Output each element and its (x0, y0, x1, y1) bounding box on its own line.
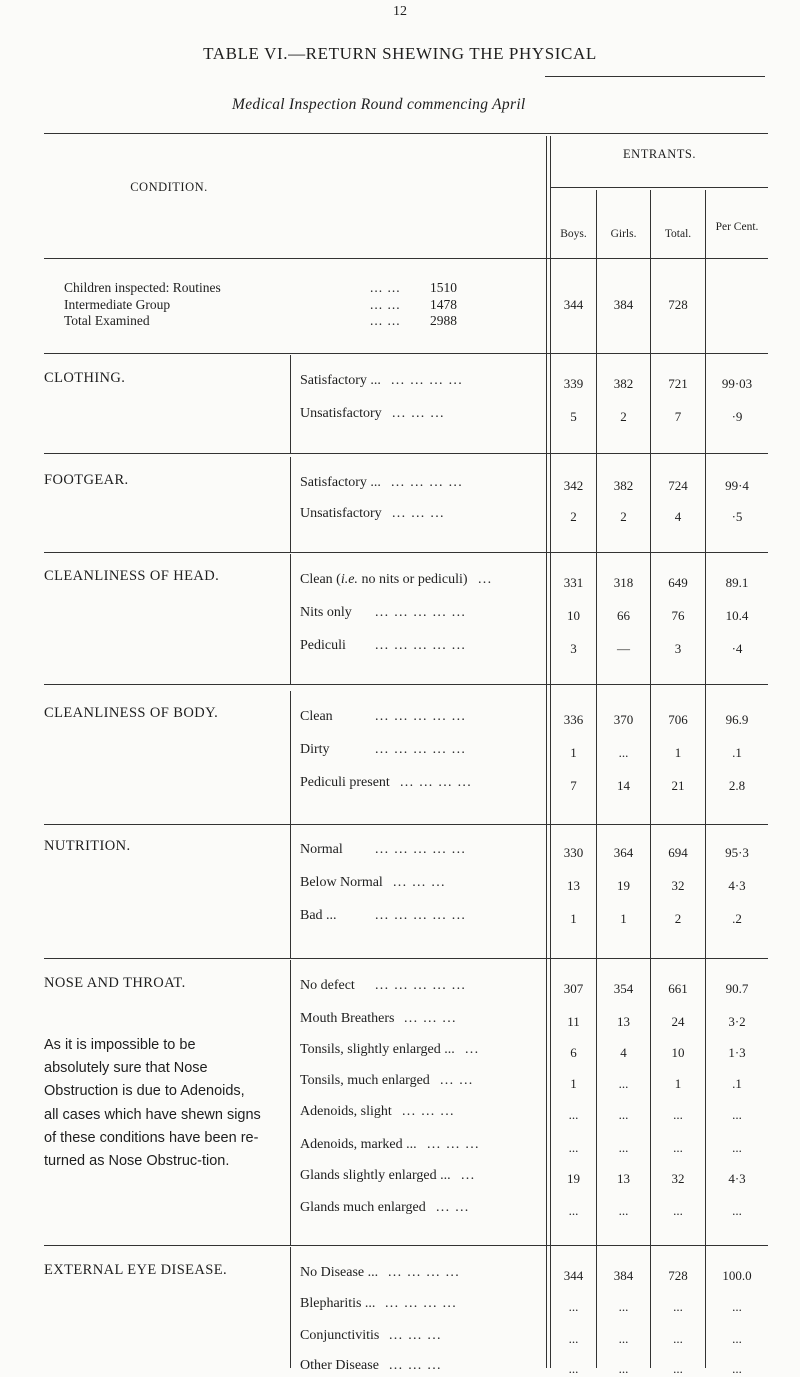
row-value-boys: 344 (563, 1268, 584, 1283)
row-value-boys: 2 (570, 509, 577, 524)
row-value-percent: 100.0 (722, 1268, 752, 1283)
row-value-total: 649 (668, 575, 688, 590)
row-value-girls: ... (618, 1331, 629, 1346)
row-value-total: 2 (674, 911, 682, 926)
inspected-value: 1510 (430, 280, 457, 295)
row-dots: ... ... ... ... (385, 1296, 457, 1311)
row-value-girls: 4 (620, 1045, 627, 1060)
row-dots: ... ... ... (389, 1328, 442, 1343)
row-value-percent: .1 (732, 745, 742, 760)
row-value-percent: 99·03 (721, 376, 753, 391)
entrants-header: ENTRANTS. (623, 147, 696, 161)
inspected-label: Children inspected: Routines (64, 280, 221, 295)
row-dots: ... (478, 572, 493, 587)
row-value-percent: ·5 (731, 509, 743, 524)
column-header-girls: Girls. (610, 228, 637, 240)
condition-divider (290, 824, 291, 958)
row-value-girls: ... (618, 1299, 629, 1314)
row-value-total: 721 (668, 376, 688, 391)
row-value-percent: 3·2 (728, 1014, 746, 1029)
row-dots: ... ... ... (427, 1137, 480, 1152)
row-dots: ... ... ... (402, 1104, 455, 1119)
row-dots: ... ... (436, 1200, 470, 1215)
section-rule (44, 824, 768, 825)
row-value-total: ... (673, 1107, 683, 1122)
row-value-girls: 382 (613, 478, 634, 493)
row-dots: ... ... ... (404, 1011, 457, 1026)
row-label: Pediculi present (300, 775, 390, 790)
section-rule (44, 353, 768, 354)
row-label: Tonsils, slightly enlarged ... (300, 1042, 455, 1057)
row-value-girls: 382 (613, 376, 634, 391)
condition-divider (290, 457, 291, 552)
row-dots: ... (461, 1168, 476, 1183)
table-top-rule (44, 133, 768, 134)
column-divider-main (546, 136, 547, 1368)
row-label: Adenoids, slight (300, 1104, 392, 1119)
row-value-percent: 2.8 (728, 778, 746, 793)
row-value-girls: 2 (620, 509, 627, 524)
column-header-percent: Per Cent. (715, 221, 759, 233)
row-value-total: ... (673, 1299, 683, 1314)
row-value-percent: ... (732, 1203, 742, 1218)
row-value-total: 24 (671, 1014, 685, 1029)
row-value-boys: 13 (567, 878, 580, 893)
condition-divider (290, 691, 291, 824)
row-value-boys: 11 (567, 1014, 580, 1029)
row-label: Glands slightly enlarged ... (300, 1168, 451, 1183)
row-value-boys: 1 (570, 911, 577, 926)
row-value-girls: 13 (617, 1171, 630, 1186)
row-value-boys: 7 (570, 778, 577, 793)
row-value-boys: 339 (563, 376, 584, 391)
row-label: Below Normal (300, 875, 383, 890)
row-label: Conjunctivitis (300, 1328, 380, 1343)
row-value-boys: 1 (570, 1076, 577, 1091)
row-label: Other Disease (300, 1358, 379, 1373)
row-value-total: 7 (674, 409, 682, 424)
row-value-percent: 4·3 (728, 878, 746, 893)
row-value-girls: 14 (617, 778, 630, 793)
row-value-girls: ... (618, 1107, 629, 1122)
row-value-percent: ... (732, 1140, 742, 1155)
row-dots: ... ... ... ... (400, 775, 472, 790)
row-dots: ... ... ... ... ... (375, 842, 467, 857)
row-dots: ... ... ... ... ... (375, 638, 467, 653)
row-value-total: ... (673, 1203, 683, 1218)
category-label: CLEANLINESS OF BODY. (44, 705, 219, 721)
row-value-girls: 19 (617, 878, 630, 893)
inspected-value-boys: 344 (563, 297, 584, 312)
row-value-girls: 354 (613, 981, 634, 996)
row-value-girls: 384 (613, 1268, 634, 1283)
row-label: Nits only (300, 605, 352, 620)
row-value-percent: 96.9 (725, 712, 749, 727)
row-value-percent: .1 (732, 1076, 742, 1091)
row-dots: ... ... ... ... ... (375, 908, 467, 923)
row-value-girls: 318 (613, 575, 634, 590)
row-value-boys: ... (568, 1203, 579, 1218)
inspected-value: 1478 (430, 296, 457, 312)
row-label: Bad ... (300, 908, 337, 923)
row-value-boys: 342 (563, 478, 584, 493)
row-value-percent: 10.4 (725, 608, 749, 623)
inspected-dots: ... ... (370, 296, 401, 312)
section-rule (44, 684, 768, 685)
row-label: Satisfactory ... (300, 373, 381, 388)
row-value-boys: ... (568, 1331, 579, 1346)
row-value-girls: ... (618, 1361, 629, 1376)
row-label: Unsatisfactory (300, 506, 382, 521)
row-value-total: ... (673, 1140, 683, 1155)
row-dots: ... ... ... ... ... (375, 742, 467, 757)
row-value-percent: 1·3 (728, 1045, 746, 1060)
row-value-percent: ... (732, 1299, 742, 1314)
row-value-girls: 364 (613, 845, 634, 860)
row-value-girls: 1 (620, 911, 627, 926)
row-label: Unsatisfactory (300, 406, 382, 421)
category-label: CLOTHING. (44, 370, 126, 386)
row-dots: ... ... ... ... ... (375, 978, 467, 993)
row-value-percent: 89.1 (725, 575, 749, 590)
table-title: TABLE VI.—RETURN SHEWING THE PHYSICAL (203, 44, 597, 63)
row-value-total: 10 (671, 1045, 685, 1060)
row-value-percent: 4·3 (728, 1171, 746, 1186)
category-label: EXTERNAL EYE DISEASE. (44, 1262, 228, 1278)
row-dots: ... (465, 1042, 480, 1057)
row-dots: ... ... ... ... ... (375, 709, 467, 724)
inspected-label: Total Examined (64, 313, 150, 328)
row-value-girls: 66 (617, 608, 630, 623)
page-number: 12 (393, 4, 407, 19)
row-value-boys: ... (568, 1361, 579, 1376)
row-value-percent: ·4 (731, 641, 743, 656)
row-value-girls: ... (618, 1203, 629, 1218)
row-value-boys: 331 (563, 575, 584, 590)
row-value-total: 694 (668, 845, 688, 860)
condition-divider (290, 355, 291, 453)
row-value-percent: 90.7 (725, 981, 749, 996)
row-dots: ... ... ... (392, 506, 445, 521)
row-value-total: 32 (671, 878, 685, 893)
section-note: As it is impossible to be absolutely sure that Nose Obstruction is due to Adenoids, all cases which have shewn signs of these conditions have been re-turned as Nose Obstruc-tion. (44, 1037, 261, 1170)
row-value-girls: ... (618, 1076, 629, 1091)
row-value-total: ... (673, 1331, 683, 1346)
row-dots: ... ... ... ... (388, 1265, 460, 1280)
row-label: Satisfactory ... (300, 475, 381, 490)
row-label: No Disease ... (300, 1265, 379, 1280)
row-value-total: 3 (674, 641, 682, 656)
row-value-total: 706 (668, 712, 688, 727)
title-rule (545, 76, 765, 77)
row-value-girls: ... (618, 1140, 629, 1155)
row-value-total: 1 (674, 1076, 682, 1091)
row-dots: ... ... ... (389, 1358, 442, 1373)
row-value-total: 76 (671, 608, 685, 623)
category-label: CLEANLINESS OF HEAD. (44, 568, 220, 584)
section-rule (44, 1245, 768, 1246)
row-value-percent: 99·4 (725, 478, 749, 493)
row-label: Mouth Breathers (300, 1011, 395, 1026)
entrants-rule (550, 187, 768, 188)
category-label: NUTRITION. (44, 838, 131, 854)
row-value-total: 724 (668, 478, 688, 493)
row-value-total: 661 (668, 981, 688, 996)
row-value-total: 728 (668, 1268, 688, 1283)
row-label: Normal (300, 842, 343, 857)
row-dots: ... ... ... ... ... (375, 605, 467, 620)
row-value-total: 1 (674, 745, 682, 760)
row-label: Adenoids, marked ... (300, 1137, 417, 1152)
condition-divider (290, 554, 291, 684)
row-value-boys: 6 (570, 1045, 577, 1060)
row-label: Clean (300, 709, 333, 724)
column-header-total: Total. (664, 228, 692, 240)
section-rule (44, 453, 768, 454)
header-bottom-rule (44, 258, 768, 259)
row-value-total: 21 (671, 778, 685, 793)
row-value-boys: 19 (567, 1171, 580, 1186)
row-dots: ... ... (440, 1073, 474, 1088)
row-value-boys: 10 (567, 608, 580, 623)
row-value-boys: 5 (570, 409, 577, 424)
inspected-value: 2988 (430, 313, 457, 328)
row-value-boys: 336 (563, 712, 584, 727)
row-label: Dirty (300, 742, 330, 757)
row-value-boys: 3 (570, 641, 577, 656)
row-dots: ... ... ... ... (391, 475, 463, 490)
row-value-girls: — (617, 641, 630, 656)
row-value-percent: 95·3 (725, 845, 749, 860)
row-value-girls: 370 (613, 712, 634, 727)
category-label: NOSE AND THROAT. (44, 975, 186, 991)
row-value-percent: ... (732, 1107, 742, 1122)
row-value-girls: ... (618, 745, 629, 760)
row-value-boys: ... (568, 1299, 579, 1314)
row-dots: ... ... ... (392, 406, 445, 421)
row-value-percent: ·9 (731, 409, 743, 424)
inspected-label: Intermediate Group (64, 296, 171, 312)
row-value-boys: ... (568, 1107, 579, 1122)
row-value-total: ... (673, 1361, 683, 1376)
row-value-boys: 330 (563, 845, 584, 860)
row-label: Pediculi (300, 638, 346, 653)
row-value-girls: 13 (617, 1014, 630, 1029)
table-subtitle: Medical Inspection Round commencing April (232, 96, 526, 113)
row-value-total: 32 (671, 1171, 685, 1186)
row-value-boys: 307 (563, 981, 584, 996)
inspected-value-girls: 384 (613, 297, 634, 312)
row-dots: ... ... ... (393, 875, 446, 890)
row-value-percent: ... (732, 1331, 742, 1346)
section-rule (44, 958, 768, 959)
inspected-dots: ... ... (370, 313, 401, 328)
inspected-dots: ... ... (370, 280, 401, 295)
category-label: FOOTGEAR. (44, 472, 129, 488)
row-label: Blepharitis ... (300, 1296, 376, 1311)
section-rule (44, 552, 768, 553)
condition-divider (290, 1247, 291, 1368)
condition-header: CONDITION. (130, 180, 208, 194)
column-header-boys: Boys. (560, 228, 587, 240)
row-value-percent: ... (732, 1361, 742, 1376)
row-value-girls: 2 (620, 409, 627, 424)
inspected-value-total: 728 (668, 297, 688, 312)
row-label: Tonsils, much enlarged (300, 1073, 430, 1088)
row-label: Glands much enlarged (300, 1200, 426, 1215)
row-value-percent: .2 (732, 911, 742, 926)
row-label: Clean (i.e. no nits or pediculi) (300, 572, 468, 587)
row-label: No defect (300, 978, 355, 993)
condition-divider (290, 960, 291, 1245)
row-value-boys: ... (568, 1140, 579, 1155)
row-value-total: 4 (674, 509, 682, 524)
row-value-boys: 1 (570, 745, 577, 760)
row-dots: ... ... ... ... (391, 373, 463, 388)
